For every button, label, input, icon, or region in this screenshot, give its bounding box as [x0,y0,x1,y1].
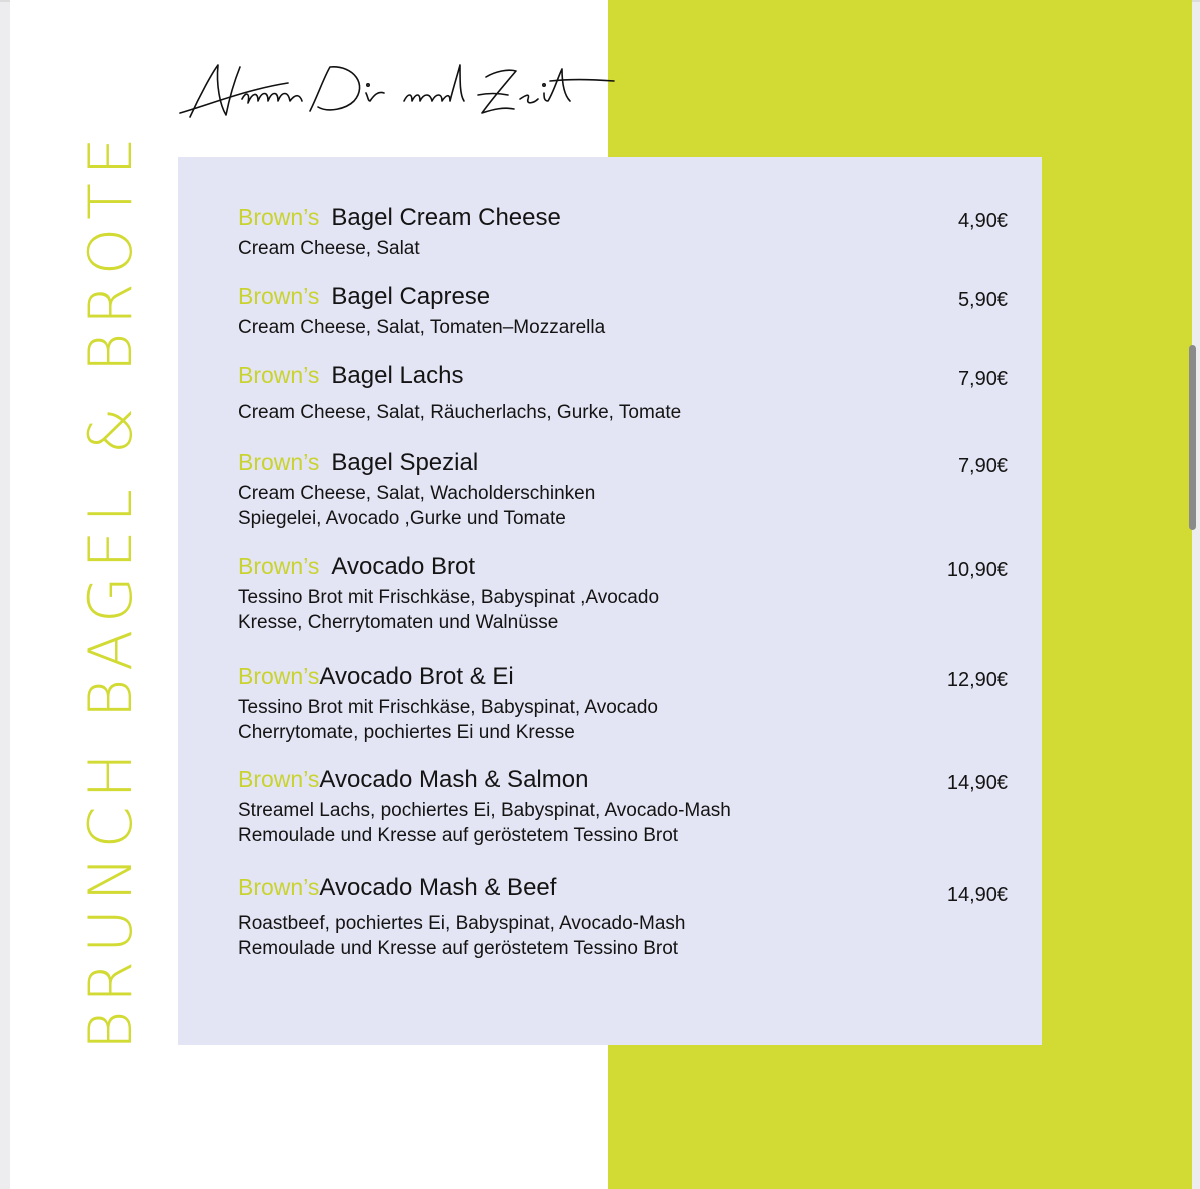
item-name: Avocado Brot [331,553,476,580]
brand-label: Brown’s [238,362,320,388]
menu-item [238,764,1008,848]
menu-item [238,447,1008,531]
item-name: Bagel Lachs [331,362,464,389]
brand-label: Brown’s [238,553,320,579]
item-description: Streamel Lachs, pochiertes Ei, Babyspinat, Avocado-Mash [238,800,731,821]
item-price: 10,90€ [946,559,1008,581]
item-description-line-2: Cherrytomate, pochiertes Ei und Kresse [238,722,575,743]
item-description: Cream Cheese, Salat [238,238,420,259]
brand-label: Brown’s [238,449,320,475]
item-description-line-2: Kresse, Cherrytomaten und Walnüsse [238,612,559,633]
item-name: Bagel Cream Cheese [331,204,561,231]
menu-item [238,360,1008,425]
brand-label: Brown’s [238,766,320,792]
item-description: Cream Cheese, Salat, Räucherlachs, Gurke, Tomate [238,402,682,423]
item-title [238,872,1008,903]
item-description-line-2: Spiegelei, Avocado ,Gurke und Tomate [238,508,566,529]
brand-label: Brown’s [238,283,320,309]
item-name: Bagel Caprese [331,283,491,310]
item-title [238,447,1008,478]
item-price: 4,90€ [957,210,1008,232]
item-price: 14,90€ [946,772,1008,794]
item-description: Tessino Brot mit Frischkäse, Babyspinat, Avocado [238,697,658,718]
menu-item [238,872,1008,961]
menu-item [238,661,1008,745]
item-title [238,661,1008,692]
item-title [238,764,1008,795]
item-description: Roastbeef, pochiertes Ei, Babyspinat, Avocado-Mash [238,913,686,934]
item-name: Avocado Brot & Ei [319,663,514,690]
brand-label: Brown’s [238,663,320,689]
menu-item [238,202,1008,261]
item-price: 5,90€ [957,289,1008,311]
item-name: Avocado Mash & Beef [319,874,557,901]
item-price: 7,90€ [957,455,1008,477]
item-description-line-2: Remoulade und Kresse auf geröstetem Tessino Brot [238,938,679,959]
item-title [238,281,1008,312]
item-price: 12,90€ [946,669,1008,691]
brand-label: Brown’s [238,874,320,900]
item-description: Cream Cheese, Salat, Wacholderschinken [238,483,596,504]
menu-page [10,0,1192,1189]
item-title [238,202,1008,233]
menu-card [178,157,1042,1045]
item-description-line-2: Remoulade und Kresse auf geröstetem Tessino Brot [238,825,679,846]
item-title [238,360,1008,391]
item-price: 7,90€ [957,368,1008,390]
scrollbar-thumb[interactable] [1189,345,1196,530]
item-name: Avocado Mash & Salmon [319,766,589,793]
item-description: Cream Cheese, Salat, Tomaten–Mozzarella [238,317,606,338]
script-title-logo [178,55,618,135]
scrollbar[interactable] [1186,0,1200,1189]
item-title [238,551,1008,582]
brand-label: Brown’s [238,204,320,230]
item-name: Bagel Spezial [331,449,479,476]
item-price: 14,90€ [946,884,1008,906]
section-title: BRUNCH BAGEL & BROTE [76,129,146,1050]
item-description: Tessino Brot mit Frischkäse, Babyspinat ,Avocado [238,587,660,608]
menu-item [238,281,1008,340]
menu-item [238,551,1008,635]
